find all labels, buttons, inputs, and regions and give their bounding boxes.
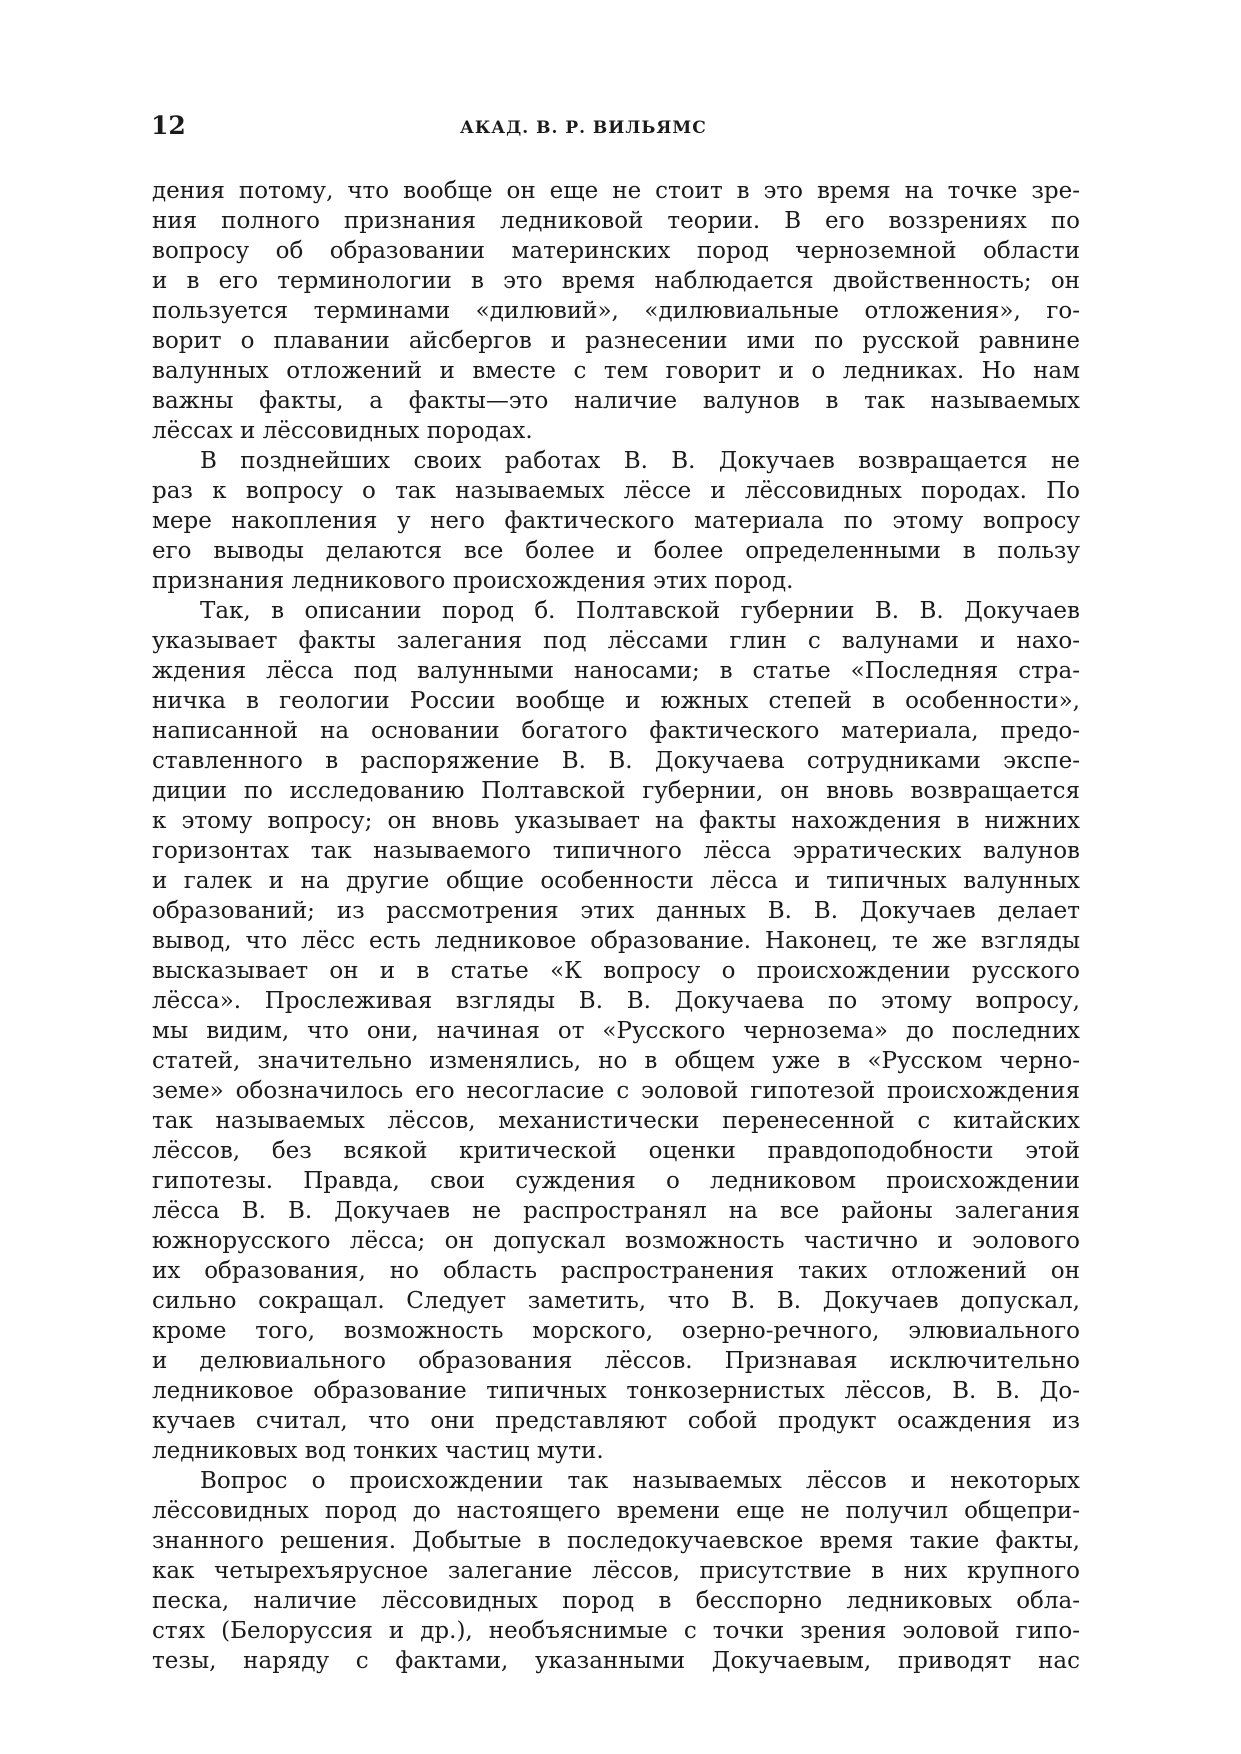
text-line: земе» обозначилось его несогласие с эоловой гипотезой происхождения [152,1078,1080,1104]
text-line: лёссах и лёссовидных породах. [152,418,533,444]
text-line: указывает факты залегания под лёссами глин с валунами и нахо- [152,628,1080,654]
text-line: к этому вопросу; он вновь указывает на факты нахождения в нижних [152,808,1080,834]
text-line: лёссов, без всякой критической оценки правдоподобности этой [152,1138,1080,1164]
text-line: важны факты, а факты—это наличие валунов в так называемых [152,388,1080,414]
text-line: лёсса В. В. Докучаев не распространял на все районы залегания [152,1198,1080,1224]
text-line: вопросу об образовании материнских пород черноземной области [152,238,1080,264]
text-line: горизонтах так называемого типичного лёсса эрратических валунов [152,838,1080,864]
text-line: раз к вопросу о так называемых лёссе и лёссовидных породах. По [152,478,1080,504]
text-line: Так, в описании пород б. Полтавской губернии В. В. Докучаев [200,598,1080,624]
text-line: кроме того, возможность морского, озерно-речного, элювиального [152,1318,1080,1344]
text-line: как четырехъярусное залегание лёссов, присутствие в них крупного [152,1558,1080,1584]
text-line: лёсса». Прослеживая взгляды В. В. Докучаева по этому вопросу, [152,988,1080,1014]
text-line: лёссовидных пород до настоящего времени еще не получил общепри- [152,1498,1080,1524]
text-line: их образования, но область распространения таких отложений он [152,1258,1080,1284]
text-line: южнорусского лёсса; он допускал возможность частично и эолового [152,1228,1080,1254]
text-line: пользуется терминами «дилювий», «дилювиальные отложения», го- [152,298,1080,324]
text-line: ворит о плавании айсбергов и разнесении ими по русской равнине [152,328,1080,354]
text-line: так называемых лёссов, механистически перенесенной с китайских [152,1108,1080,1134]
text-line: и галек и на другие общие особенности лёсса и типичных валунных [152,868,1080,894]
text-line: мы видим, что они, начиная от «Русского чернозема» до последних [152,1018,1080,1044]
text-line: ждения лёсса под валунными наносами; в статье «Последняя стра- [152,658,1080,684]
text-line: вывод, что лёсс есть ледниковое образование. Наконец, те же взгляды [152,928,1080,954]
text-line: сильно сокращал. Следует заметить, что В. В. Докучаев допускал, [152,1288,1080,1314]
page-number: 12 [151,111,186,140]
text-line: кучаев считал, что они представляют собой продукт осаждения из [152,1408,1080,1434]
text-line: знанного решения. Добытые в последокучаевское время такие факты, [152,1528,1080,1554]
text-line: ния полного признания ледниковой теории. В его воззрениях по [152,208,1080,234]
text-line: статей, значительно изменялись, но в общем уже в «Русском черно- [152,1048,1080,1074]
text-line: гипотезы. Правда, свои суждения о ледниковом происхождении [152,1168,1080,1194]
text-line: и в его терминологии в это время наблюдается двойственность; он [152,268,1080,294]
text-line: образований; из рассмотрения этих данных В. В. Докучаев делает [152,898,1080,924]
text-line: ставленного в распоряжение В. В. Докучаева сотрудниками экспе- [152,748,1080,774]
text-line: дения потому, что вообще он еще не стоит в это время на точке зре- [152,178,1080,204]
text-line: и делювиального образования лёссов. Признавая исключительно [152,1348,1080,1374]
text-line: стях (Белоруссия и др.), необъяснимые с точки зрения эоловой гипо- [152,1618,1080,1644]
text-line: ледниковое образование типичных тонкозернистых лёссов, В. В. До- [152,1378,1080,1404]
text-line: диции по исследованию Полтавской губернии, он вновь возвращается [152,778,1080,804]
text-line: тезы, наряду с фактами, указанными Докучаевым, приводят нас [152,1648,1080,1674]
text-line: ничка в геологии России вообще и южных степей в особенности», [152,688,1080,714]
text-line: валунных отложений и вместе с тем говорит и о ледниках. Но нам [152,358,1080,384]
running-title: АКАД. В. Р. ВИЛЬЯМС [460,118,707,138]
text-line: В позднейших своих работах В. В. Докучаев возвращается не [200,448,1080,474]
text-line: его выводы делаются все более и более определенными в пользу [152,538,1080,564]
body-text [152,176,1080,1676]
text-line: мере накопления у него фактического материала по этому вопросу [152,508,1080,534]
text-line: песка, наличие лёссовидных пород в бесспорно ледниковых обла- [152,1588,1080,1614]
text-line: ледниковых вод тонких частиц мути. [152,1438,604,1464]
text-line: признания ледникового происхождения этих пород. [152,568,794,594]
text-line: Вопрос о происхождении так называемых лёссов и некоторых [200,1468,1080,1494]
text-line: высказывает он и в статье «К вопросу о происхождении русского [152,958,1080,984]
text-line: написанной на основании богатого фактического материала, предо- [152,718,1080,744]
